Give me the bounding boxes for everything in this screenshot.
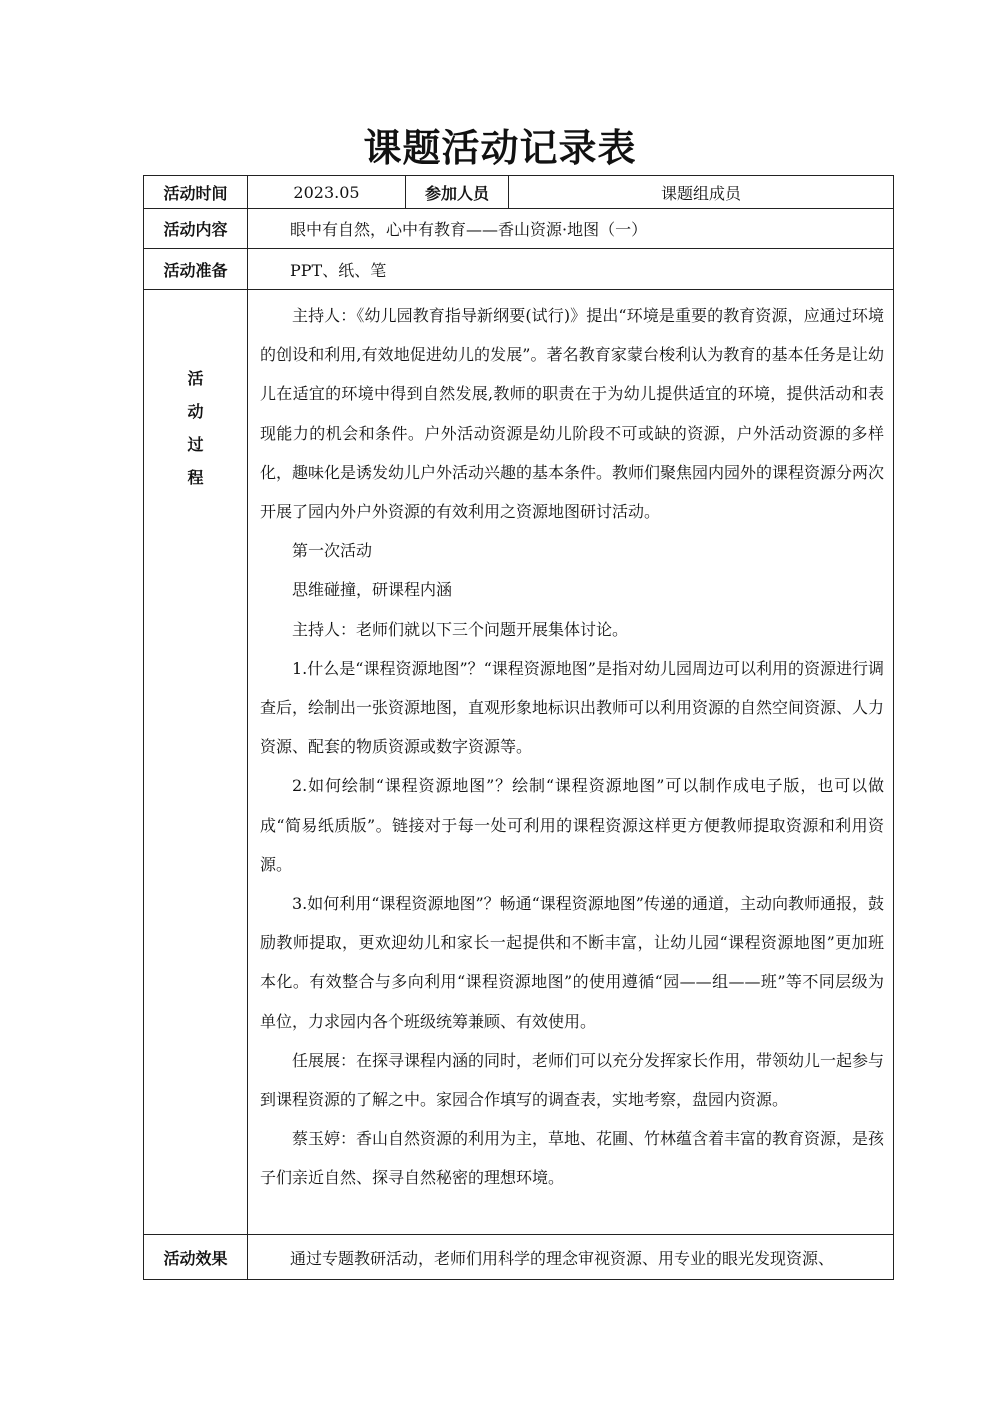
activity-time-label: 活动时间 — [144, 176, 248, 209]
row-activity-effect — [144, 1235, 894, 1280]
row-activity-time — [144, 176, 894, 209]
process-label-char: 活 — [187, 369, 204, 388]
process-paragraph: 思维碰撞，研课程内涵 — [292, 580, 453, 600]
activity-process-label — [144, 290, 248, 1235]
process-paragraph: 第一次活动 — [292, 541, 373, 561]
row-activity-preparation — [144, 249, 894, 290]
activity-content-label: 活动内容 — [144, 209, 248, 249]
document-title: 课题活动记录表 — [363, 125, 637, 170]
process-paragraph: 任展展：在探寻课程内涵的同时，老师们可以充分发挥家长作用，带领幼儿一起参与到课程资源的了解之中。家园合作填写的调查表，实地考察，盘园内资源。 — [260, 1050, 885, 1110]
participants-label: 参加人员 — [406, 176, 509, 209]
process-paragraph: 主持人：老师们就以下三个问题开展集体讨论。 — [292, 619, 629, 639]
activity-preparation-label: 活动准备 — [144, 249, 248, 290]
activity-preparation-value: PPT、纸、笔 — [248, 249, 894, 290]
activity-effect-label: 活动效果 — [144, 1235, 248, 1280]
process-label-char: 动 — [187, 402, 204, 421]
process-label-char: 过 — [187, 435, 204, 454]
activity-record-table — [143, 175, 894, 1280]
process-paragraph: 2.如何绘制“课程资源地图”？绘制“课程资源地图”可以制作成电子版，也可以做成“简易纸质版”。链接对于每一处可利用的课程资源这样更方便教师提取资源和利用资源。 — [260, 776, 884, 874]
row-activity-process — [144, 290, 894, 1235]
process-paragraph: 3.如何利用“课程资源地图”？畅通“课程资源地图”传递的通道，主动向教师通报，鼓励教师提取，更欢迎幼儿和家长一起提供和不断丰富，让幼儿园“课程资源地图”更加班本化。有效整合与多向利用“课程资源地图”的使用遵循“园——组——班”等不同层级为单位，力求园内各个班级统筹兼顾、有效使用。 — [260, 894, 884, 1031]
participants-value: 课题组成员 — [509, 176, 894, 209]
activity-time-value: 2023.05 — [248, 176, 406, 209]
activity-effect-value: 通过专题教研活动，老师们用科学的理念审视资源、用专业的眼光发现资源、 — [248, 1235, 894, 1280]
process-paragraph: 蔡玉婷：香山自然资源的利用为主，草地、花圃、竹林蕴含着丰富的教育资源，是孩子们亲近自然、探寻自然秘密的理想环境。 — [260, 1129, 885, 1188]
activity-content-value: 眼中有自然，心中有教育——香山资源·地图（一） — [248, 209, 894, 249]
row-activity-content — [144, 209, 894, 249]
process-paragraph: 1.什么是“课程资源地图”？“课程资源地图”是指对幼儿园周边可以利用的资源进行调查后，绘制出一张资源地图，直观形象地标识出教师可以利用资源的自然空间资源、人力资源、配套的物质资源或数字资源等。 — [260, 658, 885, 757]
process-paragraph: 主持人：《幼儿园教育指导新纲要(试行)》提出“环境是重要的教育资源，应通过环境的创设和利用,有效地促进幼儿的发展”。著名教育家蒙台梭利认为教育的基本任务是让幼儿在适宜的环境中得到自然发展,教师的职责在于为幼儿提供适宜的环境，提供活动和表现能力的机会和条件。户外活动资源是幼儿阶段不可或缺的资源，户外活动资源的多样化，趣味化是诱发幼儿户外活动兴趣的基本条件。教师们聚焦园内园外的课程资源分两次开展了园内外户外资源的有效利用之资源地图研讨活动。 — [260, 306, 885, 522]
activity-process-content — [248, 290, 894, 1235]
process-label-char: 程 — [187, 468, 204, 487]
